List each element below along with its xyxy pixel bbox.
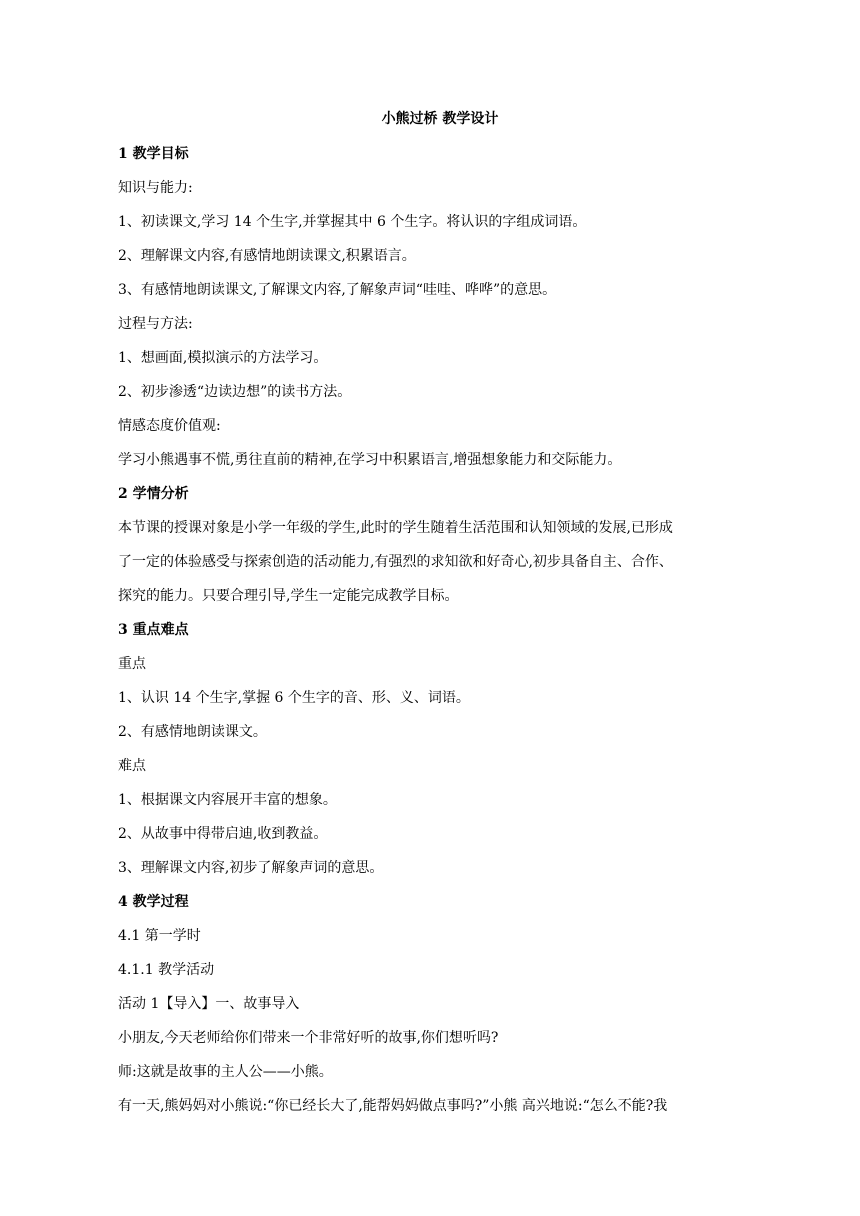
objective-item: 2、理解课文内容,有感情地朗读课文,积累语言。: [118, 248, 416, 264]
paragraph-line: 本节课的授课对象是小学一年级的学生,此时的学生随着生活范围和认知领域的发展,已形成: [118, 520, 673, 536]
body-text-line: 师:这就是故事的主人公——小熊。: [118, 1064, 333, 1080]
objective-item: 1、想画面,模拟演示的方法学习。: [118, 350, 328, 366]
section-heading-process: 4 教学过程: [118, 894, 189, 910]
body-text-line: 小朋友,今天老师给你们带来一个非常好听的故事,你们想听吗?: [118, 1030, 499, 1046]
subheading-attitude-values: 情感态度价值观:: [118, 418, 221, 434]
key-point-item: 2、有感情地朗读课文。: [118, 724, 267, 740]
document-body: [118, 106, 742, 1123]
subsection-heading: 4.1 第一学时: [118, 928, 201, 944]
document-title: 小熊过桥 教学设计: [381, 111, 499, 127]
objective-item: 3、有感情地朗读课文,了解课文内容,了解象声词“哇哇、哗哗”的意思。: [118, 282, 557, 298]
section-heading-key-points: 3 重点难点: [118, 622, 189, 638]
activity-heading: 活动 1【导入】一、故事导入: [118, 996, 300, 1012]
objective-item: 1、初读课文,学习 14 个生字,并掌握其中 6 个生字。将认识的字组成词语。: [118, 214, 587, 230]
section-heading-objectives: 1 教学目标: [118, 146, 189, 162]
body-text-line: 有一天,熊妈妈对小熊说:“你已经长大了,能帮妈妈做点事吗?”小熊 高兴地说:“怎么不能?我: [118, 1098, 668, 1114]
key-point-item: 1、认识 14 个生字,掌握 6 个生字的音、形、义、词语。: [118, 690, 470, 706]
paragraph-line: 探究的能力。只要合理引导,学生一定能完成教学目标。: [118, 588, 459, 604]
subheading-process-method: 过程与方法:: [118, 316, 193, 332]
subsection-heading: 4.1.1 教学活动: [118, 962, 215, 978]
objective-item: 2、初步渗透“边读边想”的读书方法。: [118, 384, 352, 400]
section-heading-analysis: 2 学情分析: [118, 486, 189, 502]
subheading-key: 重点: [118, 656, 146, 672]
difficulty-item: 2、从故事中得带启迪,收到教益。: [118, 826, 328, 842]
paragraph-line: 了一定的体验感受与探索创造的活动能力,有强烈的求知欲和好奇心,初步具备自主、合作、: [118, 554, 673, 570]
subheading-knowledge-ability: 知识与能力:: [118, 180, 193, 196]
difficulty-item: 3、理解课文内容,初步了解象声词的意思。: [118, 860, 384, 876]
difficulty-item: 1、根据课文内容展开丰富的想象。: [118, 792, 337, 808]
objective-item: 学习小熊遇事不慌,勇往直前的精神,在学习中积累语言,增强想象能力和交际能力。: [118, 452, 622, 468]
subheading-difficulty: 难点: [118, 758, 146, 774]
